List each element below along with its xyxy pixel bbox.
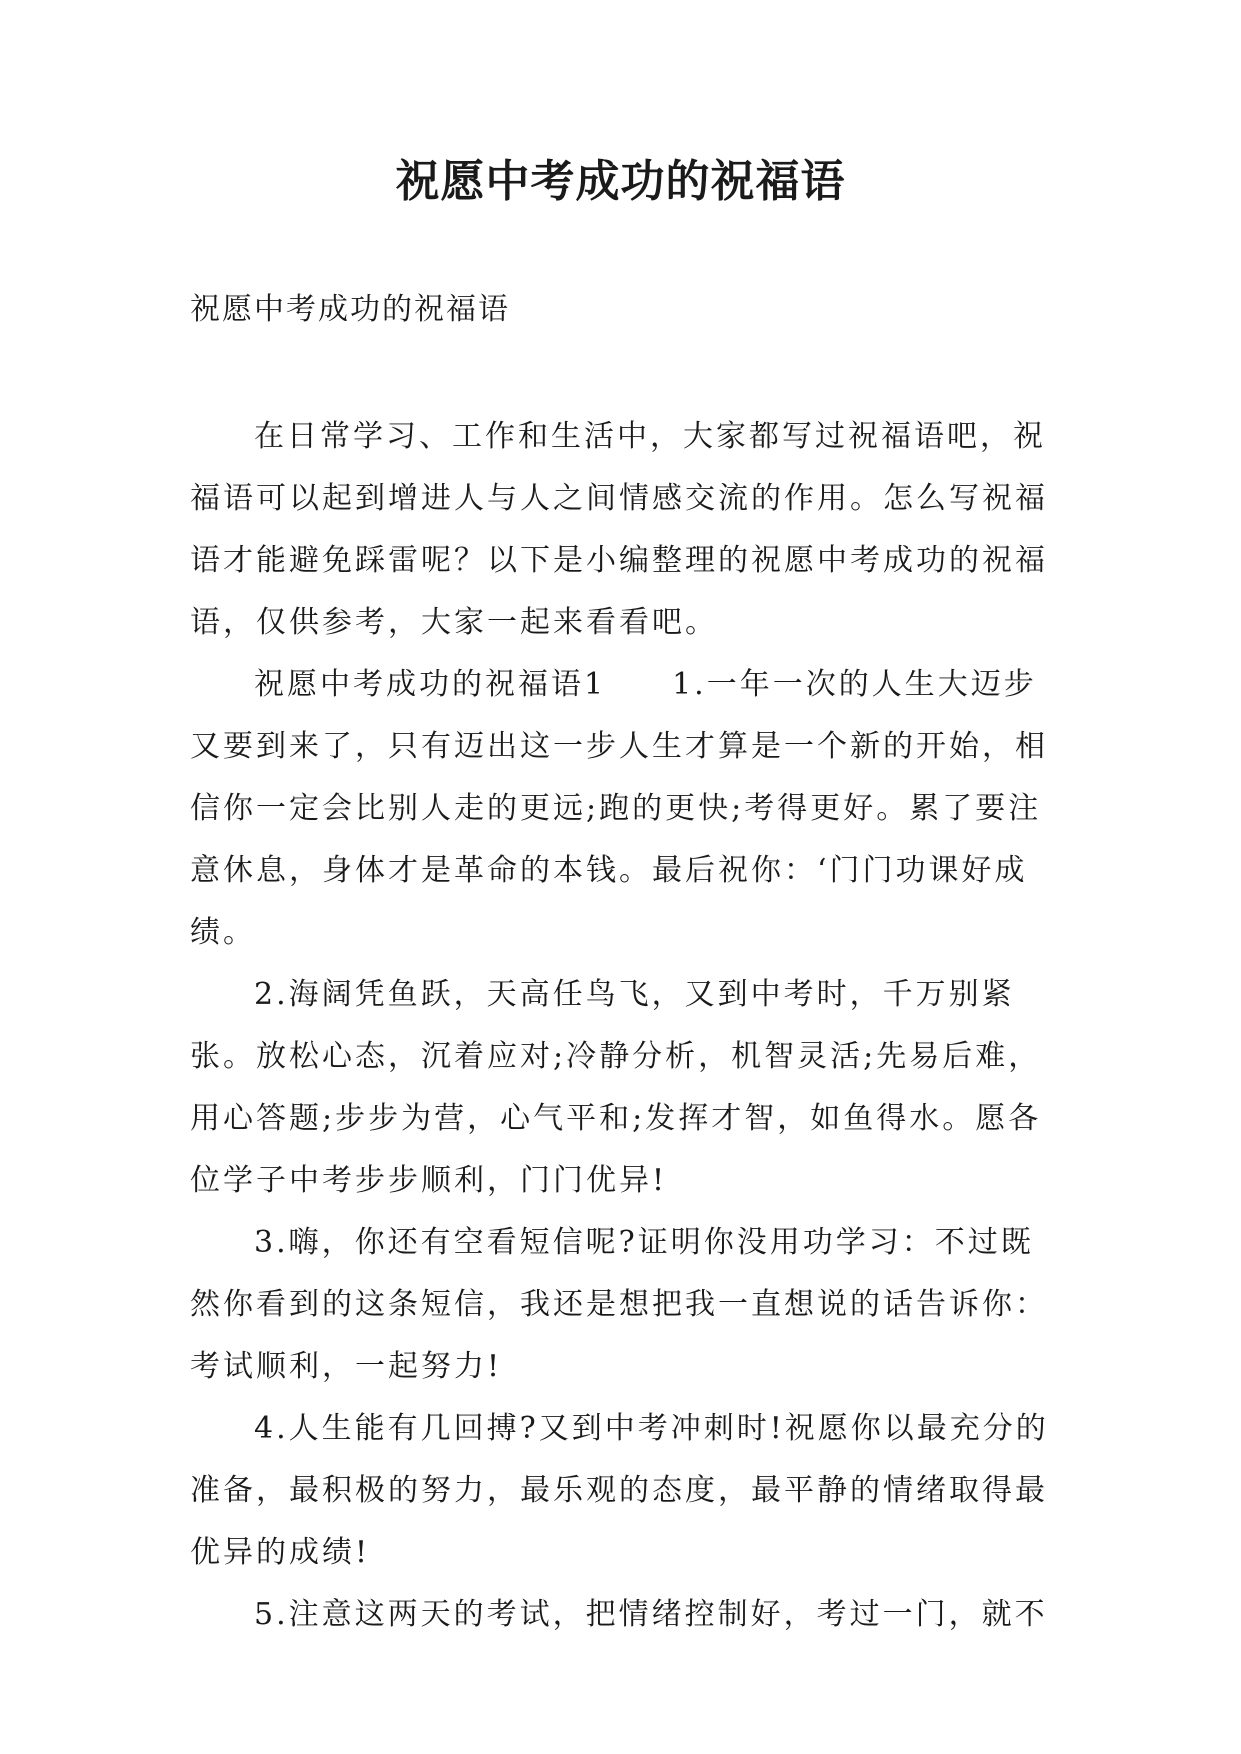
- document-title: 祝愿中考成功的祝福语: [395, 156, 846, 207]
- paragraph-blessing-2: 2.海阔凭鱼跃，天高任鸟飞，又到中考时，千万别紧张。放松心态，沉着应对;冷静分析，机智灵活;先易后难，用心答题;步步为营，心气平和;发挥才智，如鱼得水。愿各位学子中考步步顺利，门门优异!: [190, 977, 1042, 1198]
- paragraph-blessing-4: 4.人生能有几回搏?又到中考冲刺时!祝愿你以最充分的准备，最积极的努力，最乐观的态度，最平静的情绪取得最优异的成绩!: [190, 1411, 1049, 1570]
- paragraph-blessing-5: 5.注意这两天的考试，把情绪控制好，考过一门，就不: [254, 1597, 1048, 1632]
- paragraph-blessing-3: 3.嗨，你还有空看短信呢?证明你没用功学习：不过既然你看到的这条短信，我还是想把我一直想说的话告诉你：考试顺利，一起努力!: [190, 1225, 1048, 1384]
- paragraph-intro: 在日常学习、工作和生活中，大家都写过祝福语吧，祝福语可以起到增进人与人之间情感交流的作用。怎么写祝福语才能避免踩雷呢？以下是小编整理的祝愿中考成功的祝福语，仅供参考，大家一起来看看吧。: [190, 419, 1048, 640]
- document-subtitle: 祝愿中考成功的祝福语: [190, 292, 510, 327]
- document-body: [190, 406, 1058, 1646]
- paragraph-blessing-1: 祝愿中考成功的祝福语1 1.一年一次的人生大迈步又要到来了，只有迈出这一步人生才算是一个新的开始，相信你一定会比别人走的更远;跑的更快;考得更好。累了要注意休息，身体才是革命的本钱。最后祝你：‘门门功课好成绩。: [190, 667, 1048, 950]
